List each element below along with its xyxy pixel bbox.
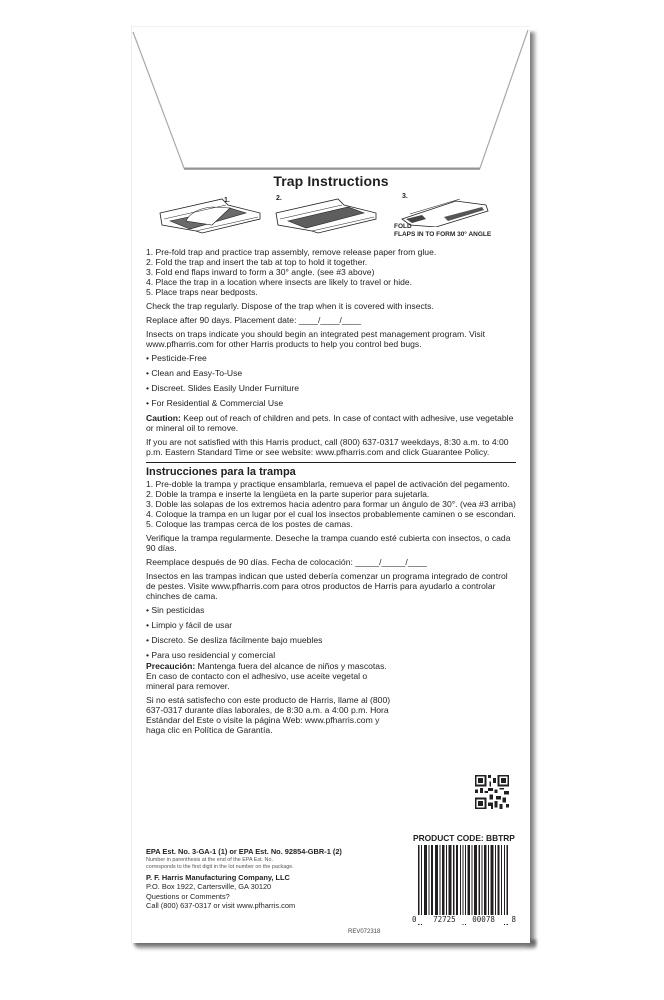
- barcode-digit-manufacturer: 72725: [433, 915, 456, 924]
- feature-bullet-es: • Sin pesticidas: [146, 605, 205, 615]
- company-name: P. F. Harris Manufacturing Company, LLC: [146, 873, 290, 882]
- feature-bullet-es: • Discreto. Se desliza fácilmente bajo muebles: [146, 635, 323, 645]
- trap-folded-illustration: [272, 195, 380, 235]
- check-trap-text-es: Verifique la trampa regularmente. Deseche la trampa cuando esté cubierta con insectos, o cada 90 días.: [146, 533, 511, 553]
- english-steps-list: [146, 247, 516, 297]
- fold-flaps-label: FLAPS IN TO FORM 30° ANGLE: [394, 231, 492, 238]
- caution-body: Keep out of reach of children and pets. In case of contact with adhesive, use vegetable or mineral oil to remove.: [146, 413, 514, 433]
- illustrations-row: [146, 193, 516, 245]
- step-2-label: 2.: [276, 195, 282, 202]
- feature-bullet: • Discreet. Slides Easily Under Furniture: [146, 383, 299, 393]
- caution-text-es: [146, 661, 394, 691]
- check-trap-text: Check the trap regularly. Dispose of the trap when it is covered with insects.: [146, 301, 434, 311]
- insects-text: Insects on traps indicate you should begin an integrated pest management program. Visit www.pfharris.com for other Harris products to help you control bed bugs.: [146, 329, 486, 349]
- fold-label: FOLD: [394, 223, 412, 230]
- epa-note-line-2: corresponds to the first digit in the lot number on the package.: [146, 864, 294, 870]
- replace-text: Replace after 90 days. Placement date: ____/____/____: [146, 315, 361, 325]
- barcode-digit-item: 00078: [472, 915, 495, 924]
- insects-text-es: Insectos en las trampas indican que usted debería comenzar un programa integrado de control de pestes. Visite www.pfharris.com para otros productos de Harris para ayudarlo a controlar chinches de cama.: [146, 571, 508, 601]
- step-item: 1. Pre-fold trap and practice trap assembly, remove release paper from glue.: [146, 247, 437, 257]
- step-item: 5. Coloque las trampas cerca de los postes de camas.: [146, 519, 353, 529]
- feature-bullet-es: • Limpio y fácil de usar: [146, 620, 233, 630]
- trap-instructions-title: Trap Instructions: [273, 173, 389, 189]
- caution-label-es: Precaución:: [146, 661, 196, 671]
- questions-text: Questions or Comments?: [146, 891, 230, 901]
- caution-body-es: Mantenga fuera del alcance de niños y mascotas. En caso de contacto con el adhesivo, use aceite vegetal o mineral para remover.: [146, 661, 387, 691]
- spanish-steps-list: [146, 479, 516, 529]
- company-address: P.O. Box 1922, Cartersville, GA 30120: [146, 882, 272, 891]
- step-item: 3. Doble las solapas de los extremos hacia adentro para formar un ángulo de 30°. (vea #3 arriba): [146, 499, 516, 509]
- barcode-digit-check: 8: [511, 915, 516, 924]
- guarantee-text-es: Si no está satisfecho con este producto de Harris, llame al (800) 637-0317 durante días laborales, de 8:30 a.m. a 4:00 p.m. Hora Estándar del Este o visite la página Web: www.pfharris.com y haga clic en Política de Garantía.: [146, 695, 391, 735]
- upc-barcode: [412, 845, 516, 925]
- feature-bullet-es: • Para uso residencial y comercial: [146, 650, 276, 660]
- guarantee-text: If you are not satisfied with this Harris product, call (800) 637-0317 weekdays, 8:30 a.m. to 4:00 p.m. Eastern Standard Time or see website: www.pfharris.com and click Guarantee Policy.: [146, 437, 509, 457]
- replace-text-es: Reemplace después de 90 días. Fecha de colocación: _____/_____/____: [146, 557, 427, 567]
- package-back-panel: [131, 26, 530, 943]
- feature-bullet: • Pesticide-Free: [146, 353, 207, 363]
- revision-code: REV072318: [348, 929, 381, 935]
- step-item: 1. Pre-doble la trampa y practique ensamblarla, remueva el papel de activación del pegamento.: [146, 479, 510, 489]
- section-divider: [146, 462, 516, 463]
- product-code: PRODUCT CODE: BBTRP: [413, 833, 515, 843]
- barcode-digit-system: 0: [412, 915, 417, 924]
- spanish-instructions-title: Instrucciones para la trampa: [146, 466, 296, 478]
- step-3-label: 3.: [402, 193, 408, 200]
- feature-bullet: • Clean and Easy-To-Use: [146, 368, 243, 378]
- epa-note-line-1: Number in parenthesis at the end of the EPA Est. No.: [146, 857, 273, 863]
- hang-tab-flap-outline: [132, 27, 530, 172]
- trap-release-paper-illustration: [156, 195, 264, 235]
- barcode-digits: [412, 915, 516, 924]
- instructions-content: [146, 173, 516, 739]
- caution-label: Caution:: [146, 413, 181, 423]
- step-item: 2. Fold the trap and insert the tab at top to hold it together.: [146, 257, 368, 267]
- step-item: 4. Coloque la trampa en un lugar por el cual los insectos probablemente caminen o se escondan.: [146, 509, 516, 519]
- step-item: 3. Fold end flaps inward to form a 30° angle. (see #3 above): [146, 267, 375, 277]
- caution-text: [146, 413, 516, 433]
- qr-code-icon: [475, 775, 509, 809]
- step-1-label: 1.: [224, 197, 230, 204]
- manufacturer-footer: [146, 847, 396, 911]
- step-item: 2. Doble la trampa e inserte la lengüeta en la parte superior para sujetarla.: [146, 489, 430, 499]
- feature-bullet: • For Residential & Commercial Use: [146, 398, 284, 408]
- epa-establishment-number: EPA Est. No. 3-GA-1 (1) or EPA Est. No. 92854-GBR-1 (2): [146, 847, 342, 856]
- contact-text: Call (800) 637-0317 or visit www.pfharris.com: [146, 901, 296, 910]
- step-item: 5. Place traps near bedposts.: [146, 287, 258, 297]
- step-item: 4. Place the trap in a location where insects are likely to travel or hide.: [146, 277, 413, 287]
